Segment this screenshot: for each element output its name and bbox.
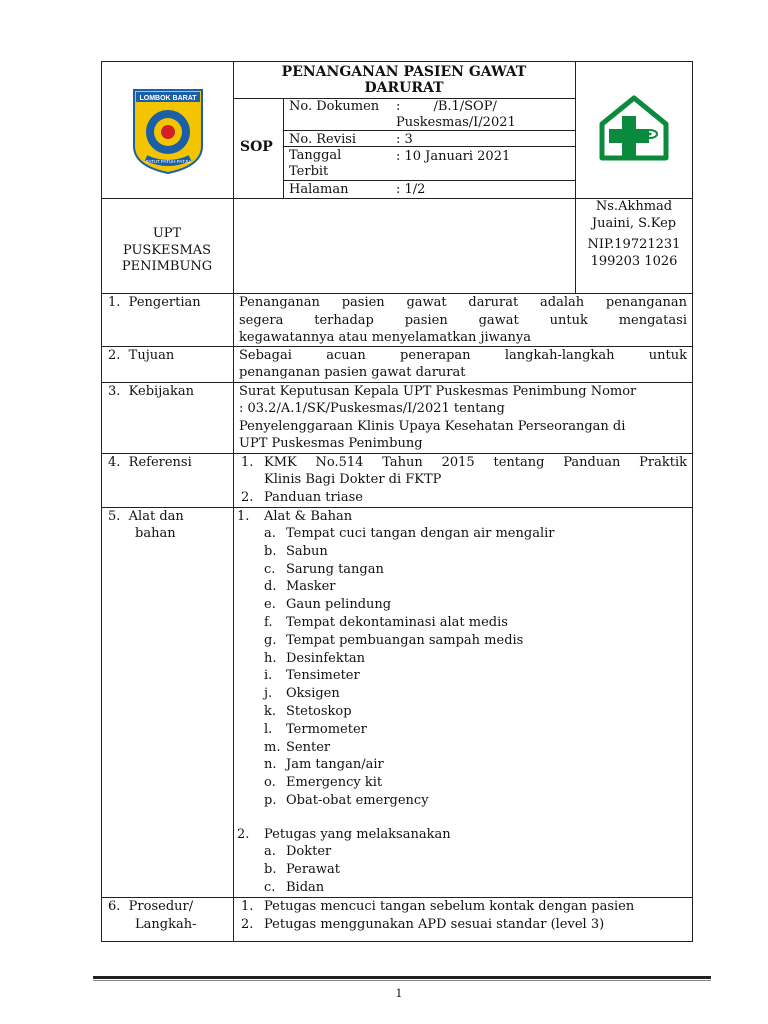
list-item-text: Tempat dekontaminasi alat medis	[286, 614, 508, 630]
prosedur-num-1: 1.	[241, 899, 254, 914]
list-item-letter: b.	[264, 543, 277, 559]
list-item-text: Sabun	[286, 543, 328, 559]
alat-group-1-title: Alat & Bahan	[264, 509, 353, 524]
list-item-text: Masker	[286, 579, 336, 595]
footer-rule	[93, 976, 711, 979]
list-item-letter: j.	[264, 686, 273, 702]
list-item-letter: o.	[264, 775, 276, 791]
list-item	[264, 774, 554, 792]
list-item	[264, 650, 554, 668]
section-label-kebijakan: 3. Kebijakan	[108, 384, 194, 399]
section-label-prosedur-line-2: Langkah-	[135, 917, 197, 932]
alat-group-2-title: Petugas yang melaksanakan	[264, 827, 451, 842]
list-item-text: Stetoskop	[286, 703, 352, 719]
tujuan-line-2: penanganan pasien gawat darurat	[239, 365, 466, 380]
list-item-text: Tensimeter	[286, 668, 360, 684]
list-item	[264, 843, 340, 861]
prosedur-item-2: Petugas menggunakan APD sesuai standar (level 3)	[264, 917, 605, 932]
list-item	[264, 614, 554, 632]
list-item	[264, 667, 554, 685]
list-item-text: Termometer	[286, 721, 367, 737]
list-item-letter: k.	[264, 703, 277, 719]
list-item	[264, 861, 340, 879]
meta-key-tanggal-terbit: Tanggal Terbit	[289, 148, 342, 179]
list-item-letter: c.	[264, 879, 276, 895]
section-label-alat-line-1: 5. Alat dan	[108, 509, 184, 524]
referensi-num-1: 1.	[241, 455, 254, 470]
list-item-letter: l.	[264, 721, 273, 737]
list-item-letter: g.	[264, 632, 277, 648]
list-item-letter: n.	[264, 757, 277, 773]
emblem-banner-text: LOMBOK BARAT	[139, 95, 197, 102]
alat-group-2-num: 2.	[237, 827, 250, 842]
list-item-text: Jam tangan/air	[286, 757, 384, 773]
referensi-item-1-line-2: Klinis Bagi Dokter di FKTP	[264, 472, 442, 487]
list-item	[264, 685, 554, 703]
kebijakan-line-1: Surat Keputusan Kepala UPT Puskesmas Penimbung Nomor	[239, 384, 637, 399]
referensi-num-2: 2.	[241, 490, 254, 505]
list-item-text: Obat-obat emergency	[286, 792, 429, 808]
pengertian-line-3: kegawatannya atau menyelamatkan jiwanya	[239, 330, 532, 345]
list-item-text: Desinfektan	[286, 650, 366, 666]
list-item-text: Sarung tangan	[286, 561, 384, 577]
list-item-letter: i.	[264, 668, 273, 684]
list-item-letter: b.	[264, 861, 277, 877]
section-label-referensi: 4. Referensi	[108, 455, 192, 470]
tujuan-line-1: Sebagai acuan penerapan langkah-langkah untuk	[239, 348, 687, 363]
list-item-letter: a.	[264, 844, 276, 859]
petugas-list	[264, 843, 340, 896]
list-item	[264, 561, 554, 579]
signer-name: Ns.Akhmad Juaini, S.Kep	[591, 199, 677, 231]
list-item-letter: a.	[264, 526, 276, 541]
list-item-text: Tempat pembuangan sampah medis	[286, 632, 524, 648]
list-item	[264, 596, 554, 614]
list-item-text: Tempat cuci tangan dengan air mengalir	[286, 526, 555, 541]
list-item-letter: e.	[264, 597, 276, 613]
meta-value-halaman: : 1/2	[396, 182, 426, 197]
list-item	[264, 543, 554, 561]
list-item-letter: m.	[264, 739, 281, 755]
alat-group-1-num: 1.	[237, 509, 250, 524]
section-label-alat-line-2: bahan	[135, 526, 176, 541]
kebijakan-line-4: UPT Puskesmas Penimbung	[239, 436, 423, 451]
list-item-letter: p.	[264, 792, 277, 808]
alat-bahan-list	[264, 525, 554, 810]
emblem-motto-text: PATUT PATUH PATJU	[145, 159, 191, 164]
list-item-text: Emergency kit	[286, 775, 383, 791]
list-item-text: Bidan	[286, 879, 325, 895]
list-item-text: Gaun pelindung	[286, 597, 392, 613]
section-label-pengertian: 1. Pengertian	[108, 295, 201, 310]
signer-nip: NIP.19721231 199203 1026	[587, 237, 681, 269]
document-title: PENANGANAN PASIEN GAWAT DARURAT	[281, 64, 527, 96]
list-item-letter: f.	[264, 614, 273, 630]
list-item	[264, 632, 554, 650]
puskesmas-logo	[596, 94, 672, 164]
prosedur-item-1: Petugas mencuci tangan sebelum kontak dengan pasien	[264, 899, 635, 914]
list-item	[264, 792, 554, 810]
list-item-letter: c.	[264, 561, 276, 577]
list-item-letter: d.	[264, 579, 277, 595]
kebijakan-line-3: Penyelenggaraan Klinis Upaya Kesehatan Perseorangan di	[239, 419, 626, 434]
lombok-barat-emblem-logo	[132, 88, 204, 174]
list-item-letter: h.	[264, 650, 277, 666]
list-item-text: Perawat	[286, 861, 340, 877]
list-item	[264, 525, 554, 543]
page-number: 1	[395, 987, 403, 1000]
list-item-text: Dokter	[286, 844, 332, 859]
meta-key-no-revisi: No. Revisi	[289, 132, 357, 147]
referensi-item-1-line-1: KMK No.514 Tahun 2015 tentang Panduan Praktik	[264, 455, 687, 470]
pengertian-line-2: segera terhadap pasien gawat untuk mengatasi	[239, 313, 687, 328]
list-item	[264, 578, 554, 596]
meta-key-halaman: Halaman	[289, 182, 349, 197]
list-item	[264, 756, 554, 774]
meta-value-no-revisi: : 3	[396, 132, 413, 147]
sop-label: SOP	[240, 139, 273, 155]
prosedur-num-2: 2.	[241, 917, 254, 932]
meta-key-no-dokumen: No. Dokumen	[289, 99, 380, 114]
list-item	[264, 739, 554, 757]
section-label-prosedur-line-1: 6. Prosedur/	[108, 899, 194, 914]
kebijakan-line-2: : 03.2/A.1/SK/Puskesmas/I/2021 tentang	[239, 401, 505, 416]
list-item	[264, 879, 340, 897]
list-item	[264, 721, 554, 739]
list-item	[264, 703, 554, 721]
section-label-tujuan: 2. Tujuan	[108, 348, 175, 363]
list-item-text: Oksigen	[286, 686, 340, 702]
org-name: UPT PUSKESMAS PENIMBUNG	[121, 226, 213, 274]
pengertian-line-1: Penanganan pasien gawat darurat adalah penanganan	[239, 295, 687, 310]
meta-value-tanggal-terbit: : 10 Januari 2021	[396, 149, 511, 164]
list-item-text: Senter	[286, 739, 331, 755]
referensi-item-2-line-1: Panduan triase	[264, 490, 363, 505]
meta-value-no-dokumen: : /B.1/SOP/ Puskesmas/I/2021	[396, 99, 516, 130]
